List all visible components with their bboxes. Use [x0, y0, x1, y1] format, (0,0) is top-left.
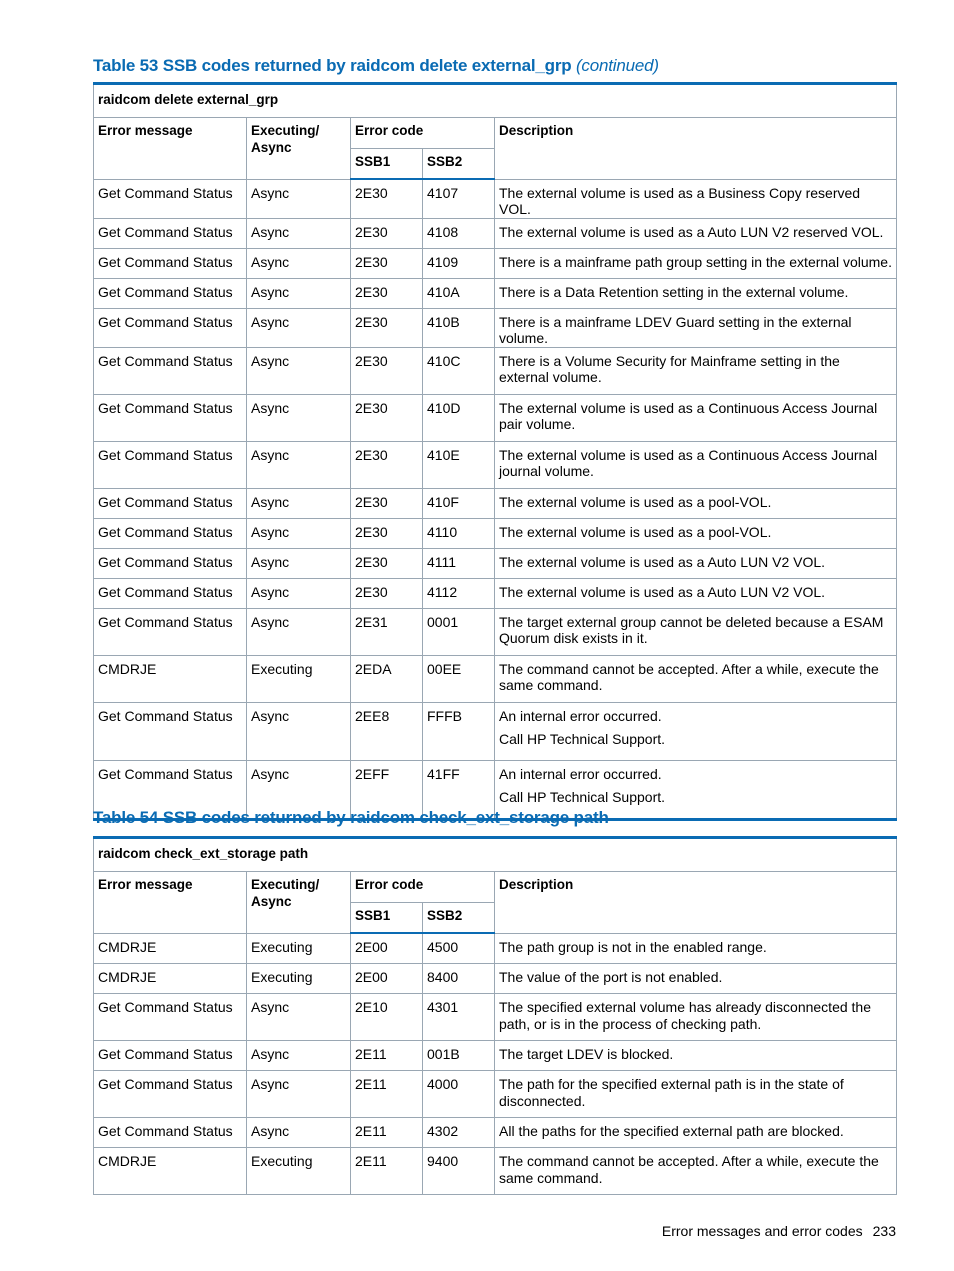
- table-54: [93, 836, 897, 1195]
- error-message-cell: Get Command Status: [94, 608, 247, 655]
- description-text: The target LDEV is blocked.: [499, 1046, 674, 1062]
- ssb2-cell: 0001: [423, 608, 495, 655]
- error-message-cell: Get Command Status: [94, 1041, 247, 1071]
- ssb1-cell: 2EE8: [351, 702, 423, 760]
- ssb1-cell: 2E30: [351, 347, 423, 394]
- description-cell: [495, 248, 897, 278]
- table-54-command-row: [94, 838, 897, 872]
- executing-cell: Async: [247, 394, 351, 441]
- page-number: 233: [872, 1223, 896, 1239]
- table-row: [94, 655, 897, 702]
- ssb2-cell: 410F: [423, 488, 495, 518]
- ssb1-cell: 2E30: [351, 179, 423, 218]
- description-cell: [495, 278, 897, 308]
- error-message-cell: Get Command Status: [94, 1071, 247, 1118]
- description-text: The external volume is used as a Auto LUN V2 VOL.: [499, 553, 826, 570]
- description-text: There is a mainframe path group setting in the external volume.: [499, 253, 892, 270]
- table-row: [94, 1118, 897, 1148]
- executing-cell: Executing: [247, 964, 351, 994]
- footer-section: Error messages and error codes: [661, 1223, 863, 1239]
- executing-cell: Async: [247, 218, 351, 248]
- error-message-cell: Get Command Status: [94, 394, 247, 441]
- table-53-title: Table 53 SSB codes returned by raidcom delete external_grp: [93, 56, 572, 75]
- error-message-cell: Get Command Status: [94, 179, 247, 218]
- error-message-cell: Get Command Status: [94, 994, 247, 1041]
- ssb2-cell: FFFB: [423, 702, 495, 760]
- description-cell: [495, 1148, 897, 1195]
- ssb2-cell: 41FF: [423, 760, 495, 819]
- error-message-cell: Get Command Status: [94, 278, 247, 308]
- error-message-cell: Get Command Status: [94, 518, 247, 548]
- ssb1-cell: 2E30: [351, 218, 423, 248]
- executing-cell: Async: [247, 760, 351, 819]
- table-row: [94, 441, 897, 488]
- table-53-caption: [93, 56, 659, 76]
- header-ssb2: SSB2: [423, 149, 495, 180]
- description-text: There is a Data Retention setting in the external volume.: [499, 283, 849, 300]
- error-message-cell: Get Command Status: [94, 578, 247, 608]
- ssb2-cell: 8400: [423, 964, 495, 994]
- description-text: The value of the port is not enabled.: [499, 969, 723, 985]
- executing-cell: Async: [247, 608, 351, 655]
- table-row: [94, 218, 897, 248]
- error-message-cell: Get Command Status: [94, 760, 247, 819]
- header-ssb1: SSB1: [351, 903, 423, 934]
- ssb1-cell: 2E30: [351, 488, 423, 518]
- table-row: [94, 179, 897, 218]
- ssb1-cell: 2E30: [351, 394, 423, 441]
- description-text-2: Call HP Technical Support.: [499, 731, 666, 747]
- error-message-cell: Get Command Status: [94, 548, 247, 578]
- executing-cell: Async: [247, 518, 351, 548]
- ssb1-cell: 2E30: [351, 308, 423, 347]
- executing-cell: Async: [247, 1071, 351, 1118]
- ssb2-cell: 410D: [423, 394, 495, 441]
- table-54-header-row: [94, 872, 897, 903]
- table-row: [94, 702, 897, 760]
- table-row: [94, 548, 897, 578]
- table-row: [94, 1148, 897, 1195]
- ssb1-cell: 2E30: [351, 278, 423, 308]
- error-message-cell: CMDRJE: [94, 655, 247, 702]
- executing-cell: Async: [247, 308, 351, 347]
- description-cell: [495, 1118, 897, 1148]
- error-message-cell: CMDRJE: [94, 1148, 247, 1195]
- executing-cell: Async: [247, 1118, 351, 1148]
- ssb1-cell: 2E31: [351, 608, 423, 655]
- description-cell: [495, 179, 897, 218]
- table-row: [94, 248, 897, 278]
- ssb2-cell: 4108: [423, 218, 495, 248]
- ssb1-cell: 2E10: [351, 994, 423, 1041]
- error-message-cell: CMDRJE: [94, 964, 247, 994]
- description-cell: [495, 702, 897, 760]
- description-text: There is a mainframe LDEV Guard setting in the external volume.: [499, 313, 852, 346]
- ssb1-cell: 2E30: [351, 578, 423, 608]
- error-message-cell: Get Command Status: [94, 347, 247, 394]
- description-text: The target external group cannot be deleted because a ESAM Quorum disk exists in it.: [499, 613, 884, 646]
- error-message-cell: Get Command Status: [94, 702, 247, 760]
- ssb2-cell: 4110: [423, 518, 495, 548]
- description-cell: [495, 548, 897, 578]
- description-cell: [495, 441, 897, 488]
- ssb2-cell: 4500: [423, 933, 495, 964]
- error-message-cell: Get Command Status: [94, 248, 247, 278]
- table-54-caption: [93, 808, 609, 828]
- executing-cell: Async: [247, 347, 351, 394]
- ssb1-cell: 2E11: [351, 1041, 423, 1071]
- table-row: [94, 578, 897, 608]
- header-executing: Executing/ Async: [247, 118, 351, 180]
- table-row: [94, 308, 897, 347]
- executing-cell: Async: [247, 702, 351, 760]
- command-name: raidcom check_ext_storage path: [94, 838, 897, 872]
- header-ssb2: SSB2: [423, 903, 495, 934]
- executing-cell: Async: [247, 994, 351, 1041]
- header-error-code: Error code: [351, 872, 495, 903]
- executing-cell: Executing: [247, 1148, 351, 1195]
- description-cell: [495, 933, 897, 964]
- executing-cell: Async: [247, 441, 351, 488]
- description-text: The external volume is used as a pool-VOL.: [499, 493, 772, 510]
- description-cell: [495, 578, 897, 608]
- header-description: Description: [495, 872, 897, 934]
- ssb2-cell: 9400: [423, 1148, 495, 1195]
- ssb2-cell: 4301: [423, 994, 495, 1041]
- command-name: raidcom delete external_grp: [94, 84, 897, 118]
- executing-cell: Async: [247, 578, 351, 608]
- header-ssb1: SSB1: [351, 149, 423, 180]
- table-row: [94, 394, 897, 441]
- table-53: [93, 82, 897, 821]
- ssb1-cell: 2E11: [351, 1071, 423, 1118]
- error-message-cell: Get Command Status: [94, 218, 247, 248]
- header-description: Description: [495, 118, 897, 180]
- error-message-cell: Get Command Status: [94, 488, 247, 518]
- description-text: The external volume is used as a Continuous Access Journal pair volume.: [499, 399, 878, 432]
- ssb2-cell: 001B: [423, 1041, 495, 1071]
- description-text: An internal error occurred.: [499, 765, 662, 782]
- table-row: [94, 278, 897, 308]
- table-row: [94, 347, 897, 394]
- description-cell: [495, 518, 897, 548]
- description-text: The specified external volume has already disconnected the path, or is in the process of checking path.: [499, 999, 871, 1032]
- ssb1-cell: 2E30: [351, 441, 423, 488]
- table-row: [94, 488, 897, 518]
- description-text: The external volume is used as a Auto LUN V2 VOL.: [499, 583, 826, 600]
- ssb2-cell: 410A: [423, 278, 495, 308]
- error-message-cell: Get Command Status: [94, 308, 247, 347]
- ssb1-cell: 2E30: [351, 518, 423, 548]
- description-text: The external volume is used as a pool-VOL.: [499, 523, 772, 540]
- ssb1-cell: 2E30: [351, 248, 423, 278]
- ssb2-cell: 00EE: [423, 655, 495, 702]
- table-row: [94, 964, 897, 994]
- executing-cell: Async: [247, 548, 351, 578]
- page-footer: [662, 1223, 896, 1239]
- ssb1-cell: 2E11: [351, 1148, 423, 1195]
- executing-cell: Async: [247, 488, 351, 518]
- executing-cell: Async: [247, 179, 351, 218]
- description-cell: [495, 394, 897, 441]
- description-text: The external volume is used as a Business Copy reserved VOL.: [499, 184, 861, 217]
- table-row: [94, 994, 897, 1041]
- description-text: The command cannot be accepted. After a while, execute the same command.: [499, 1153, 879, 1186]
- description-cell: [495, 608, 897, 655]
- description-text: The external volume is used as a Continuous Access Journal journal volume.: [499, 446, 878, 479]
- description-cell: [495, 347, 897, 394]
- ssb1-cell: 2E30: [351, 548, 423, 578]
- ssb2-cell: 410E: [423, 441, 495, 488]
- continued-label: (continued): [575, 56, 659, 75]
- description-cell: [495, 488, 897, 518]
- description-cell: [495, 308, 897, 347]
- error-message-cell: Get Command Status: [94, 1118, 247, 1148]
- ssb1-cell: 2EFF: [351, 760, 423, 819]
- ssb2-cell: 410C: [423, 347, 495, 394]
- ssb2-cell: 410B: [423, 308, 495, 347]
- ssb2-cell: 4112: [423, 578, 495, 608]
- error-message-cell: CMDRJE: [94, 933, 247, 964]
- executing-cell: Async: [247, 248, 351, 278]
- table-row: [94, 933, 897, 964]
- description-text: The command cannot be accepted. After a while, execute the same command.: [499, 660, 879, 693]
- ssb2-cell: 4107: [423, 179, 495, 218]
- table-row: [94, 518, 897, 548]
- ssb2-cell: 4000: [423, 1071, 495, 1118]
- table-54-title: Table 54 SSB codes returned by raidcom check_ext_storage path: [93, 808, 609, 827]
- description-cell: [495, 655, 897, 702]
- description-cell: [495, 218, 897, 248]
- description-text: An internal error occurred.: [499, 707, 662, 724]
- header-error-code: Error code: [351, 118, 495, 149]
- ssb2-cell: 4302: [423, 1118, 495, 1148]
- header-executing: Executing/ Async: [247, 872, 351, 934]
- executing-cell: Executing: [247, 933, 351, 964]
- description-text: The external volume is used as a Auto LUN V2 reserved VOL.: [499, 223, 884, 240]
- ssb1-cell: 2EDA: [351, 655, 423, 702]
- description-cell: [495, 1071, 897, 1118]
- description-text: The path group is not in the enabled range.: [499, 938, 767, 955]
- ssb1-cell: 2E00: [351, 933, 423, 964]
- description-cell: [495, 1041, 897, 1071]
- executing-cell: Async: [247, 278, 351, 308]
- description-cell: [495, 964, 897, 994]
- header-error-message: Error message: [94, 872, 247, 934]
- description-text: There is a Volume Security for Mainframe setting in the external volume.: [499, 352, 840, 385]
- header-error-message: Error message: [94, 118, 247, 180]
- table-53-command-row: [94, 84, 897, 118]
- executing-cell: Async: [247, 1041, 351, 1071]
- table-53-header-row: [94, 118, 897, 149]
- ssb2-cell: 4111: [423, 548, 495, 578]
- table-row: [94, 608, 897, 655]
- description-cell: [495, 994, 897, 1041]
- table-row: [94, 1041, 897, 1071]
- ssb1-cell: 2E11: [351, 1118, 423, 1148]
- executing-cell: Executing: [247, 655, 351, 702]
- table-row: [94, 1071, 897, 1118]
- ssb1-cell: 2E00: [351, 964, 423, 994]
- description-text-2: Call HP Technical Support.: [499, 789, 666, 805]
- description-text: The path for the specified external path is in the state of disconnected.: [499, 1076, 844, 1109]
- description-text: All the paths for the specified external path are blocked.: [499, 1123, 844, 1139]
- ssb2-cell: 4109: [423, 248, 495, 278]
- error-message-cell: Get Command Status: [94, 441, 247, 488]
